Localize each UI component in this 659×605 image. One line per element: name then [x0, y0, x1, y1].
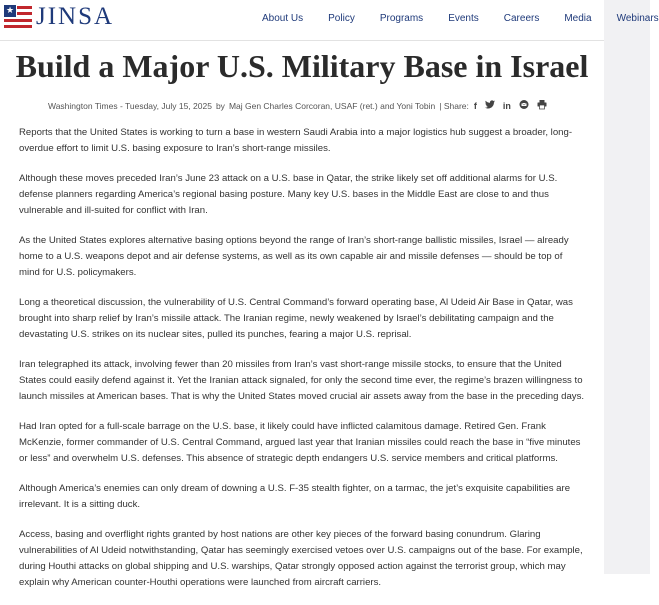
- article-paragraph: Although America’s enemies can only dream of downing a U.S. F-35 stealth fighter, on a tarmac, the jet’s exquisite capabilities are irrelevant. It is a sitting duck.: [19, 483, 571, 510]
- share-label: | Share:: [439, 101, 469, 111]
- byline-source-date: Washington Times - Tuesday, July 15, 2025: [48, 101, 212, 111]
- article-paragraph: Had Iran opted for a full-scale barrage on the U.S. base, it likely could have inflicted calamitous damage. Retired Gen. Frank McKenzie, former commander of U.S. Central Command, argued last year that Iranian missiles could reach the base in “five minutes or less” and overwhelm U.S. defenses. This absence of strategic depth endangers U.S. service members and critical platforms.: [19, 421, 581, 464]
- print-icon[interactable]: [537, 100, 547, 112]
- header-divider: [0, 40, 604, 41]
- article-title: Build a Major U.S. Military Base in Israel: [15, 48, 589, 84]
- byline-authors[interactable]: Maj Gen Charles Corcoran, USAF (ret.) and Yoni Tobin: [228, 101, 436, 111]
- right-rail: [604, 0, 650, 574]
- main-nav: [262, 13, 659, 24]
- nav-about-us[interactable]: About Us: [262, 13, 304, 24]
- facebook-icon[interactable]: f: [473, 101, 477, 111]
- site-header: [0, 0, 659, 40]
- article-paragraph: As the United States explores alternative basing options beyond the range of Iran’s short-range ballistic missiles, Israel — already home to a U.S. weapons depot and air defense systems, as well as its own capable air and missile defenses — should be top of mind for U.S. policymakers.: [19, 235, 569, 278]
- article-paragraph: Reports that the United States is working to turn a base in western Saudi Arabia into a major logistics hub suggest a broader, long-overdue effort to limit U.S. basing exposure to Iran’s short-range missiles.: [19, 127, 573, 154]
- flag-icon: ★: [4, 5, 32, 29]
- nav-events[interactable]: Events: [448, 13, 479, 24]
- linkedin-icon[interactable]: in: [502, 101, 511, 111]
- nav-careers[interactable]: Careers: [503, 13, 540, 24]
- nav-programs[interactable]: Programs: [379, 13, 424, 24]
- site-logo[interactable]: [4, 4, 114, 30]
- article-paragraph: Long a theoretical discussion, the vulnerability of U.S. Central Command’s forward operating base, Al Udeid Air Base in Qatar, was brought into sharp relief by Iran’s missile attack. The Iranian regime, newly weakened by Israel’s debilitating campaign and the devastating U.S. strikes on its nuclear sites, pulled its punches, fearing a major U.S. reprisal.: [19, 297, 573, 340]
- article-paragraph: Iran telegraphed its attack, involving fewer than 20 missiles from Iran’s vast short-range missile stocks, to ensure that the United States could easily defend against it. Yet the Iranian attack signaled, for only the second time ever, the regime’s brazen willingness to launch missiles at American bases. That is why the United States moved crucial air assets away from the base in the preceding days.: [19, 359, 585, 402]
- byline-by: by: [215, 101, 225, 111]
- email-icon[interactable]: [519, 100, 529, 112]
- twitter-icon[interactable]: [485, 100, 495, 112]
- logo-text: JINSA: [36, 3, 115, 30]
- article-paragraph: Access, basing and overflight rights granted by host nations are other key pieces of the forward basing conundrum. Glaring vulnerabilities of Al Udeid notwithstanding, Qatar has seemingly exercised vetoes over U.S. campaigns out of the base. For example, during Houthi attacks on global shipping and U.S. warships, Qatar strongly opposed action against the terrorist group, which may explain why American counter-Houthi operations were launched from aircraft carriers.: [19, 529, 583, 588]
- nav-media[interactable]: Media: [564, 13, 592, 24]
- article-paragraph: Although these moves preceded Iran’s June 23 attack on a U.S. base in Qatar, the strike likely set off additional alarms for U.S. defense planners regarding America’s regional basing posture. Many key U.S. bases in the Middle East are close to and thus vulnerable and ill-suited for conflict with Iran.: [19, 173, 558, 216]
- nav-webinars[interactable]: Webinars: [616, 13, 659, 24]
- article-byline: [48, 100, 555, 112]
- article-body: [19, 125, 585, 605]
- share-icons: [474, 100, 555, 112]
- nav-policy[interactable]: Policy: [328, 13, 355, 24]
